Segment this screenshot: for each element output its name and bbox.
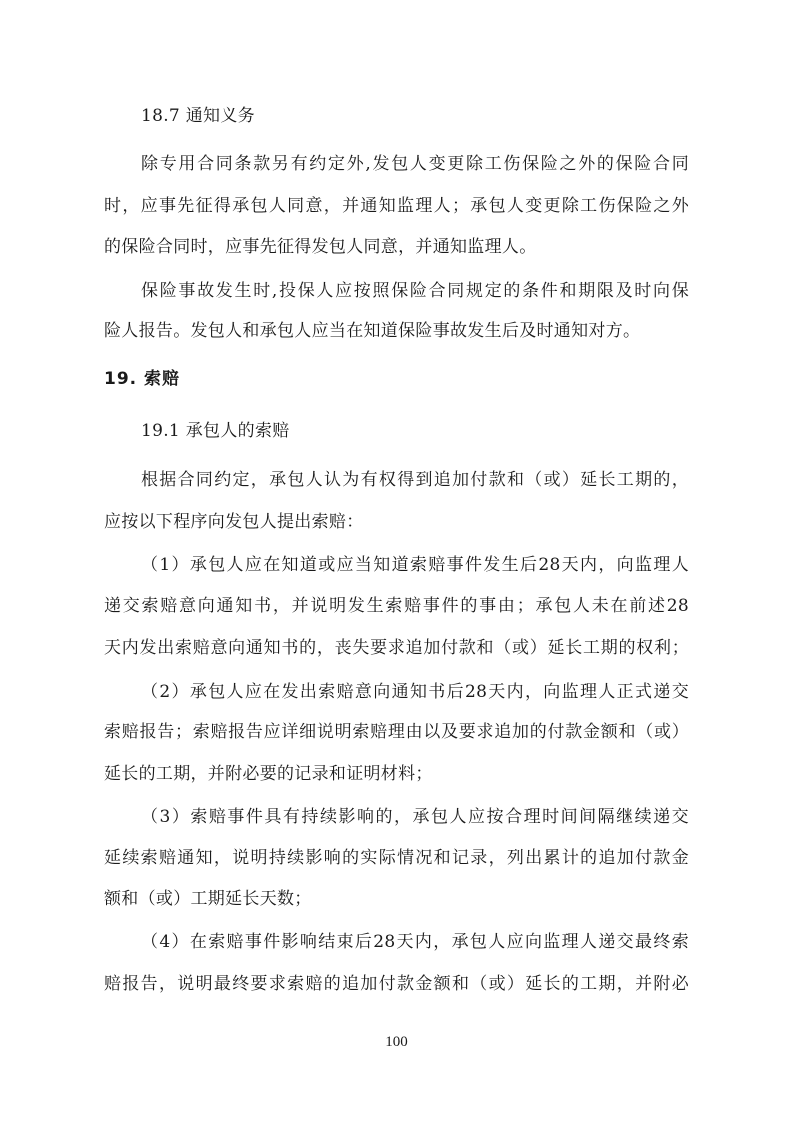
- list-item-line: （4）在索赔事件影响结束后28天内，承包人应向监理人递交最终索: [141, 932, 689, 952]
- list-item-line: 天内发出索赔意向通知书的，丧失要求追加付款和（或）延长工期的权利；: [104, 638, 689, 658]
- paragraph-line: 除专用合同条款另有约定外,发包人变更除工伤保险之外的保险合同: [141, 154, 689, 174]
- section-19-heading: 19. 索赔: [104, 369, 181, 389]
- paragraph-line: 保险事故发生时,投保人应按照保险合同规定的条件和期限及时向保: [141, 281, 689, 301]
- section-18-7-title: 18.7 通知义务: [141, 106, 255, 126]
- list-item-line: 赔报告，说明最终要求索赔的追加付款金额和（或）延长的工期，并附必: [104, 974, 689, 994]
- list-item-line: （3）索赔事件具有持续影响的，承包人应按合理时间间隔继续递交: [141, 807, 689, 827]
- paragraph-line: 的保险合同时，应事先征得发包人同意，并通知监理人。: [104, 237, 537, 257]
- list-item-line: （1）承包人应在知道或应当知道索赔事件发生后28天内，向监理人: [141, 555, 689, 575]
- paragraph-line: 时，应事先征得承包人同意，并通知监理人；承包人变更除工伤保险之外: [104, 196, 689, 216]
- list-item-line: 延长的工期，并附必要的记录和证明材料；: [104, 764, 433, 784]
- section-19-1-title: 19.1 承包人的索赔: [141, 421, 290, 441]
- page-number: 100: [385, 1034, 408, 1050]
- list-item-line: 延续索赔通知，说明持续影响的实际情况和记录，列出累计的追加付款金: [104, 848, 689, 868]
- paragraph-line: 应按以下程序向发包人提出索赔：: [104, 512, 364, 532]
- list-item-line: 递交索赔意向通知书，并说明发生索赔事件的事由；承包人未在前述28: [104, 596, 689, 616]
- paragraph-line: 险人报告。发包人和承包人应当在知道保险事故发生后及时通知对方。: [104, 321, 641, 341]
- paragraph-line: 根据合同约定，承包人认为有权得到追加付款和（或）延长工期的，: [141, 470, 689, 490]
- list-item-line: （2）承包人应在发出索赔意向通知书后28天内，向监理人正式递交: [141, 682, 689, 702]
- list-item-line: 额和（或）工期延长天数；: [104, 889, 312, 909]
- list-item-line: 索赔报告；索赔报告应详细说明索赔理由以及要求追加的付款金额和（或）: [104, 722, 689, 742]
